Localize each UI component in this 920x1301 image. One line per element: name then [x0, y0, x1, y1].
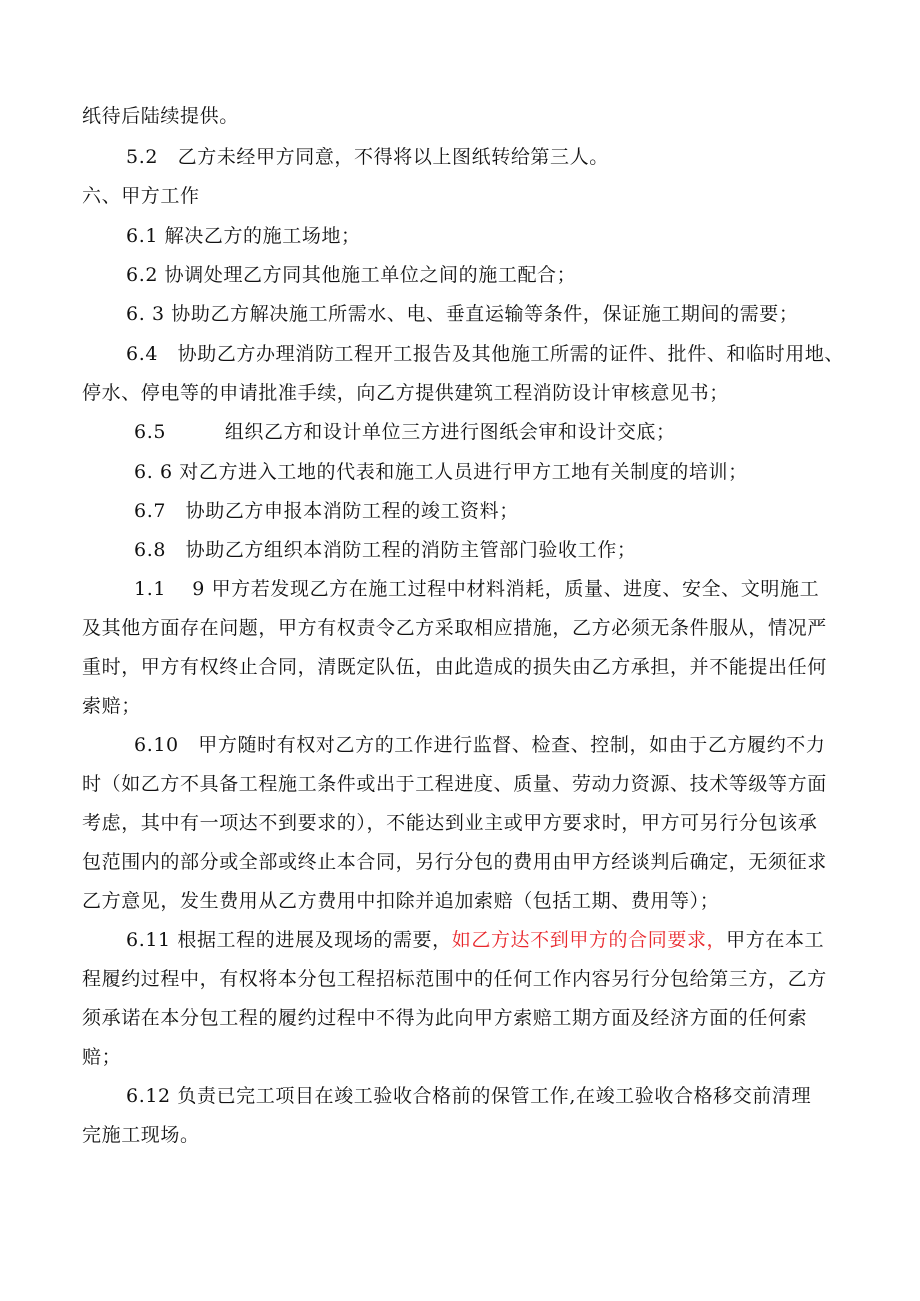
clause-6-4-line-1: 6.4 协助乙方办理消防工程开工报告及其他施工所需的证件、批件、和临时用地、 — [126, 343, 845, 365]
clause-6-7: 6.7 协助乙方申报本消防工程的竣工资料； — [134, 500, 519, 522]
clause-6-5: 6.5 组织乙方和设计单位三方进行图纸会审和设计交底； — [134, 421, 676, 443]
clause-6-6: 6. 6 对乙方进入工地的代表和施工人员进行甲方工地有关制度的培训； — [134, 461, 748, 483]
clause-6-4-line-2: 停水、停电等的申请批准手续，向乙方提供建筑工程消防设计审核意见书； — [82, 382, 729, 404]
clause-1-1-line-3: 重时，甲方有权终止合同，清既定队伍，由此造成的损失由乙方承担，并不能提出任何 — [82, 656, 827, 678]
clause-6-8: 6.8 协助乙方组织本消防工程的消防主管部门验收工作； — [134, 539, 637, 561]
clause-6-11-line-3: 须承诺在本分包工程的履约过程中不得为此向甲方索赔工期方面及经济方面的任何索 — [82, 1007, 808, 1029]
section-6-heading: 六、甲方工作 — [82, 185, 200, 207]
clause-5-2: 5.2 乙方未经甲方同意，不得将以上图纸转给第三人。 — [126, 146, 609, 168]
clause-6-11-line-1 — [126, 927, 824, 953]
clause-1-1-line-4: 索赔； — [82, 695, 141, 717]
paragraph-continuation: 纸待后陆续提供。 — [82, 105, 239, 127]
clause-6-11-tail-text: 甲方在本工 — [726, 929, 825, 951]
clause-6-3: 6. 3 协助乙方解决施工所需水、电、垂直运输等条件，保证施工期间的需要； — [126, 303, 799, 325]
clause-6-11-line-2: 程履约过程中，有权将本分包工程招标范围中的任何工作内容另行分包给第三方，乙方 — [82, 968, 827, 990]
clause-6-12-line-2: 完施工现场。 — [82, 1124, 200, 1146]
clause-6-11-lead-text: 6.11 根据工程的进展及现场的需要， — [126, 929, 452, 951]
clause-1-1-line-2: 及其他方面存在问题，甲方有权责令乙方采取相应措施，乙方必须无条件服从，情况严 — [82, 617, 827, 639]
clause-6-10-line-3: 考虑，其中有一项达不到要求的），不能达到业主或甲方要求时，甲方可另行分包该承 — [82, 812, 818, 834]
clause-6-1: 6.1 解决乙方的施工场地； — [126, 225, 361, 247]
clause-6-11-highlight-text: 如乙方达不到甲方的合同要求， — [451, 929, 727, 951]
clause-6-2: 6.2 协调处理乙方同其他施工单位之间的施工配合； — [126, 264, 577, 286]
clause-6-11-line-4: 赔； — [82, 1046, 122, 1068]
clause-6-10-line-5: 乙方意见，发生费用从乙方费用中扣除并追加索赔（包括工期、费用等）； — [82, 890, 720, 912]
clause-6-12-line-1: 6.12 负责已完工项目在竣工验收合格前的保管工作,在竣工验收合格移交前清理 — [126, 1085, 812, 1107]
clause-6-10-line-2: 时（如乙方不具备工程施工条件或出于工程进度、质量、劳动力资源、技术等级等方面 — [82, 773, 827, 795]
clause-1-1-line-1: 1.1 9 甲方若发现乙方在施工过程中材料消耗，质量、进度、安全、文明施工 — [134, 578, 820, 600]
clause-6-10-line-1: 6.10 甲方随时有权对乙方的工作进行监督、检查、控制，如由于乙方履约不力 — [134, 734, 826, 756]
clause-6-10-line-4: 包范围内的部分或全部或终止本合同，另行分包的费用由甲方经谈判后确定，无须征求 — [82, 851, 827, 873]
